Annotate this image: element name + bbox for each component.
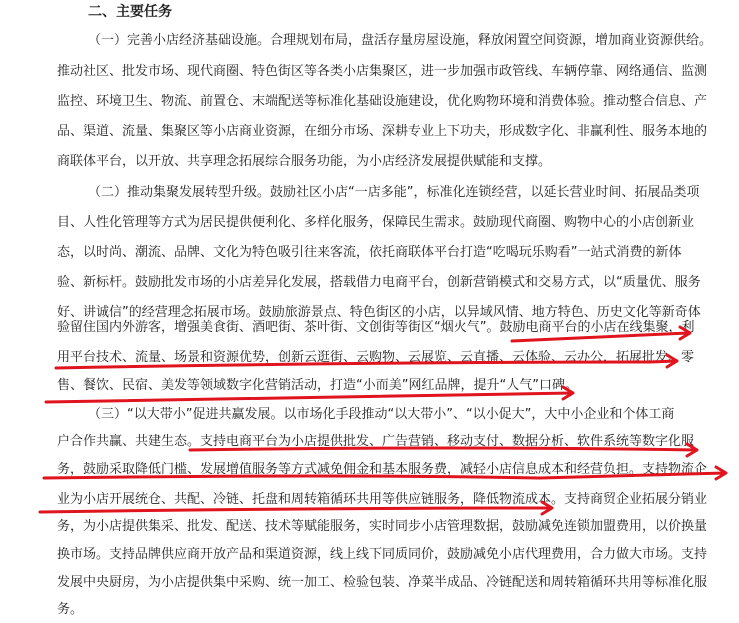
para1-line-1: （一）完善小店经济基础设施。合理规划布局，盘活存量房屋设施，释放闲置空间资源，增加商业资源供给。 (88, 33, 713, 48)
para2-line-6: 验留住国内外游客，增强美食街、酒吧街、茶叶街、文创街等街区“烟火气”。鼓励电商平台的小店在线集聚，利 (57, 320, 695, 335)
para1-line-3: 监控、环境卫生、物流、前置仓、末端配送等标准化基础设施建设，优化购物环境和消费体验。推动整合信息、产 (57, 94, 708, 109)
para2-line-3: 态，以时尚、潮流、品牌、文化为特色吸引往来客流，依托商联体平台打造“吃喝玩乐购看”一站式消费的新体 (57, 245, 682, 260)
para3-line-2: 户合作共赢、共建生态。支持电商平台为小店提供批发、广告营销、移动支付、数据分析、软件系统等数字化服 (57, 434, 695, 449)
para1-line-4: 品、渠道、流量、集聚区等小店商业资源，在细分市场、深耕专业上下功夫，形成数字化、非赢利性、服务本地的 (57, 124, 708, 139)
para1-line-2: 推动社区、批发市场、现代商圈、特色街区等各类小店集聚区，进一步加强市政管线、车辆停靠、网络通信、监测 (57, 64, 708, 79)
para2-line-4: 验、新标杆。鼓励批发市场的小店差异化发展，搭载借力电商平台，创新营销模式和交易方式，以“质量优、服务 (57, 275, 701, 290)
para3-line-3: 务，鼓励采取降低门槛、发展增值服务等方式减免佣金和基本服务费，减轻小店信息成本和经营负担。支持物流企 (57, 462, 708, 477)
para2-line-7: 用平台技术、流量、场景和资源优势，创新云逛街、云购物、云展览、云直播、云体验、云办公，拓展批发、零 (57, 350, 695, 365)
para3-line-1: （三）“以大带小”促进共赢发展。以市场化手段推动“以大带小”、“以小促大”，大中小企业和个体工商 (88, 407, 675, 422)
section-heading: 二、主要任务 (88, 4, 172, 20)
para3-line-7: 发展中央厨房，为小店提供集中采购、统一加工、检验包装、净菜半成品、冷链配送和周转箱循环共用等标准化服 (57, 575, 708, 590)
para2-line-5: 好、讲诚信”的经营理念拓展市场。鼓励旅游景点、特色街区的小店，以异域风情、地方特色、历史文化等新奇体 (57, 305, 701, 320)
para1-line-5: 商联体平台，以开放、共享理念拓展综合服务功能，为小店经济发展提供赋能和支撑。 (57, 154, 552, 169)
para3-line-6: 换市场。支持品牌供应商开放产品和渠道资源，线上线下同质同价，鼓励减免小店代理费用，合力做大市场。支持 (57, 547, 708, 562)
para2-line-8: 售、餐饮、民宿、美发等领域数字化营销活动，打造“小而美”网红品牌，提升“人气”口碑。 (57, 378, 578, 393)
para2-line-1: （二）推动集聚发展转型升级。鼓励社区小店“一店多能”，标准化连锁经营，以延长营业时间、拓展品类项 (88, 185, 700, 200)
para3-line-4: 业为小店开展统仓、共配、冷链、托盘和周转箱循环共用等供应链服务，降低物流成本。支持商贸企业拓展分销业 (57, 492, 708, 507)
para3-line-5: 务，为小店提供集采、批发、配送、技术等赋能服务，实时同步小店管理数据，鼓励减免连锁加盟费用，以价换量 (57, 519, 708, 534)
para3-line-8: 务。 (57, 602, 84, 617)
para2-line-2: 目、人性化管理等方式为居民提供便利化、多样化服务，保障民生需求。鼓励现代商圈、购物中心的小店创新业 (57, 215, 695, 230)
